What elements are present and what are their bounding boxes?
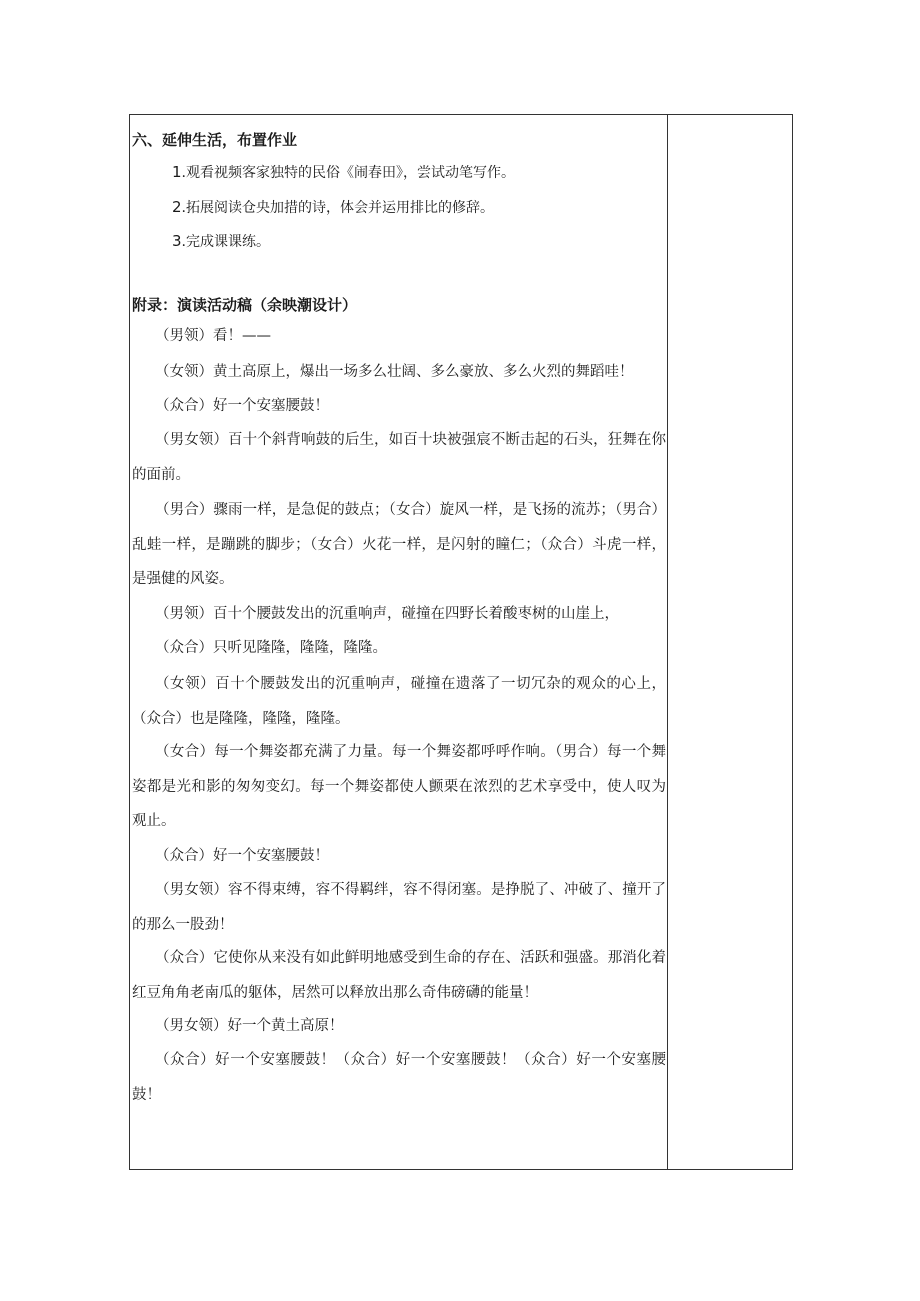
script-line: （女合）每一个舞姿都充满了力量。每一个舞姿都呼呼作响。（男合）每一个舞姿都是光和影的匆匆变幻。每一个舞姿都使人颤栗在浓烈的艺术享受中，使人叹为观止。 <box>132 744 666 830</box>
script-line: （众合）好一个安塞腰鼓！（众合）好一个安塞腰鼓！（众合）好一个安塞腰鼓！ <box>132 1052 666 1103</box>
item-text: .观看视频客家独特的民俗《闹春田》，尝试动笔写作。 <box>181 165 515 181</box>
script-line: （男女领）好一个黄土高原！ <box>155 1018 344 1034</box>
item-number: 2 <box>172 198 182 216</box>
script-line: （男领）百十个腰鼓发出的沉重响声，碰撞在四野长着酸枣树的山崖上， <box>155 606 619 622</box>
item-number: 3 <box>172 232 182 250</box>
homework-item-3 <box>172 231 270 251</box>
homework-item-1 <box>172 162 515 182</box>
script-line: （众合）它使你从来没有如此鲜明地感受到生命的存在、活跃和强盛。那消化着红豆角角老南瓜的躯体，居然可以释放出那么奇伟磅礴的能量！ <box>132 950 666 1001</box>
item-text: .完成课课练。 <box>181 234 270 250</box>
script-line: （女领）百十个腰鼓发出的沉重响声，碰撞在遗落了一切冗杂的观众的心上，（众合）也是隆隆，隆隆，隆隆。 <box>132 676 666 727</box>
script-line: （众合）只听见隆隆，隆隆，隆隆。 <box>155 640 387 656</box>
script-line: （众合）好一个安塞腰鼓！ <box>155 398 329 414</box>
appendix-heading: 附录：演读活动稿（余映潮设计） <box>132 296 358 314</box>
script-line: （众合）好一个安塞腰鼓！ <box>155 848 329 864</box>
script-line: （男女领）容不得束缚，容不得羁绊，容不得闭塞。是挣脱了、冲破了、撞开了的那么一股劲！ <box>132 882 666 933</box>
notes-cell <box>668 115 792 1169</box>
script-line: （女领）黄土高原上，爆出一场多么壮阔、多么豪放、多么火烈的舞蹈哇！ <box>155 364 634 380</box>
content-cell <box>130 115 667 1169</box>
item-number: 1 <box>172 163 182 181</box>
homework-item-2 <box>172 197 494 217</box>
script-line: （男女领）百十个斜背响鼓的后生，如百十块被强宸不断击起的石头，狂舞在你的面前。 <box>132 432 666 483</box>
section-six-heading: 六、延伸生活，布置作业 <box>132 131 298 149</box>
script-line: （男领）看！—— <box>155 328 271 344</box>
item-text: .拓展阅读仓央加措的诗，体会并运用排比的修辞。 <box>181 200 494 216</box>
lesson-table <box>129 114 793 1170</box>
script-line: （男合）骤雨一样，是急促的鼓点；（女合）旋风一样，是飞扬的流苏；（男合）乱蛙一样，是蹦跳的脚步；（女合）火花一样，是闪射的瞳仁；（众合）斗虎一样，是强健的风姿。 <box>132 502 666 588</box>
